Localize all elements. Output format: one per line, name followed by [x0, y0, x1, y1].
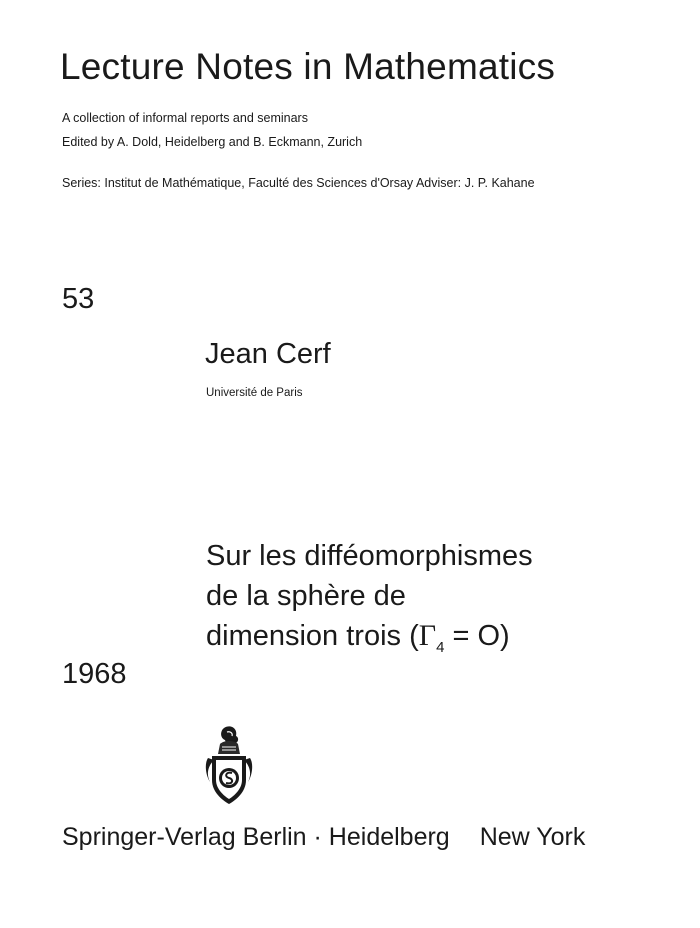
book-title-line-2: de la sphère de [206, 580, 406, 612]
publisher-line [62, 823, 585, 852]
publisher-cities: Berlin · Heidelberg [242, 823, 450, 851]
series-title: Lecture Notes in Mathematics [60, 46, 556, 87]
book-title-line-3-suffix: = O) [444, 620, 510, 652]
series-description: A collection of informal reports and seminars [62, 111, 308, 125]
volume-number: 53 [62, 283, 95, 315]
book-title [206, 536, 533, 668]
publication-year: 1968 [62, 658, 127, 690]
series-editors: Edited by A. Dold, Heidelberg and B. Eckmann, Zurich [62, 135, 363, 149]
publisher-city-new-york: New York [479, 823, 586, 851]
springer-knight-logo-icon [200, 724, 258, 808]
book-title-line-1: Sur les difféomorphismes [206, 540, 533, 572]
author-name: Jean Cerf [205, 338, 331, 370]
book-title-line-3 [206, 616, 533, 668]
series-info: Series: Institut de Mathématique, Faculté des Sciences d'Orsay Adviser: J. P. Kahane [62, 176, 535, 190]
book-title-line-3-prefix: dimension trois ( [206, 620, 419, 652]
gamma-symbol: Γ [418, 619, 437, 652]
author-affiliation: Université de Paris [206, 387, 303, 399]
gamma-subscript: 4 [436, 638, 445, 656]
publisher-name: Springer-Verlag [62, 823, 236, 851]
